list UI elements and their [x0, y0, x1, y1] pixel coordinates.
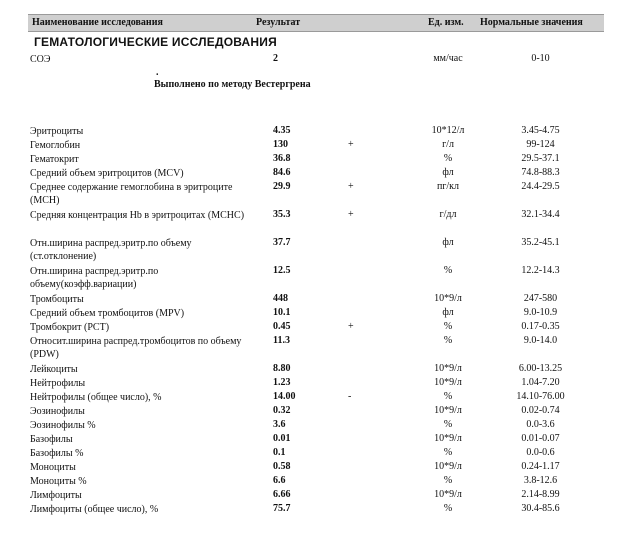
row-name: Эозинофилы % — [30, 420, 96, 431]
row-unit: % — [443, 447, 453, 458]
row-value: 35.3 — [273, 209, 291, 220]
table-row — [28, 179, 604, 207]
row-name: Лимфоциты — [30, 490, 82, 501]
row-norm: 0.02-0.74 — [521, 405, 560, 416]
row-unit: г/л — [442, 139, 454, 150]
table-row — [28, 319, 604, 333]
row-name: Отн.ширина распред.эритр.по объему(коэфф.вариации) — [30, 266, 159, 290]
row-norm: 2.14-8.99 — [521, 489, 560, 500]
table-row — [28, 207, 604, 235]
row-name: СОЭ — [30, 54, 51, 65]
row-value: 0.58 — [273, 461, 291, 472]
method-note — [28, 65, 604, 123]
row-value: 10.1 — [273, 307, 291, 318]
row-name: Моноциты — [30, 462, 76, 473]
row-norm: 24.4-29.5 — [521, 181, 560, 192]
row-value: 0.1 — [273, 447, 286, 458]
table-row — [28, 389, 604, 403]
row-value: 0.45 — [273, 321, 291, 332]
table-row — [28, 291, 604, 305]
section-title: ГЕМАТОЛОГИЧЕСКИЕ ИССЛЕДОВАНИЯ — [34, 35, 277, 49]
lab-report — [28, 14, 604, 515]
row-norm: 74.8-88.3 — [521, 167, 560, 178]
row-norm: 9.0-10.9 — [523, 307, 558, 318]
row-name: Базофилы — [30, 434, 73, 445]
row-norm: 0.01-0.07 — [521, 433, 560, 444]
row-unit: % — [443, 265, 453, 276]
row-name: Среднее содержание гемоглобина в эритроците (MCH) — [30, 182, 233, 206]
row-name: Моноциты % — [30, 476, 87, 487]
row-unit: фл — [442, 167, 454, 178]
row-unit: 10*9/л — [434, 489, 462, 500]
row-unit: % — [443, 503, 453, 514]
row-unit: % — [443, 153, 453, 164]
row-name: Лимфоциты (общее число), % — [30, 504, 159, 515]
row-name: Средний объем эритроцитов (MCV) — [30, 168, 184, 179]
table-row — [28, 417, 604, 431]
method-dot: . — [156, 67, 159, 78]
row-value: 29.9 — [273, 181, 291, 192]
row-norm: 12.2-14.3 — [521, 265, 560, 276]
row-norm: 0.24-1.17 — [521, 461, 560, 472]
row-norm: 32.1-34.4 — [521, 209, 560, 220]
row-value: 12.5 — [273, 265, 291, 276]
row-unit: 10*9/л — [434, 433, 462, 444]
row-norm: 0.17-0.35 — [521, 321, 560, 332]
row-value: 75.7 — [273, 503, 291, 514]
table-row — [28, 123, 604, 137]
table-row — [28, 487, 604, 501]
row-name: Эозинофилы — [30, 406, 85, 417]
row-value: 0.32 — [273, 405, 291, 416]
row-norm: 3.45-4.75 — [521, 125, 560, 136]
table-row — [28, 263, 604, 291]
row-unit: 10*12/л — [431, 125, 465, 136]
row-name: Гемоглобин — [30, 140, 81, 151]
row-name: Эритроциты — [30, 126, 84, 137]
table-row — [28, 459, 604, 473]
row-unit: пг/кл — [436, 181, 460, 192]
table-row — [28, 305, 604, 319]
row-value: 448 — [273, 293, 288, 304]
row-unit: 10*9/л — [434, 461, 462, 472]
row-unit: фл — [442, 237, 454, 248]
row-name: Гематокрит — [30, 154, 79, 165]
row-unit: 10*9/л — [434, 405, 462, 416]
row-norm: 0-10 — [531, 53, 550, 64]
row-flag: + — [348, 181, 354, 192]
row-norm: 3.8-12.6 — [523, 475, 558, 486]
header-name: Наименование исследования — [32, 17, 163, 28]
row-norm: 14.10-76.00 — [516, 391, 565, 402]
row-unit: % — [443, 391, 453, 402]
row-name: Относит.ширина распред.тромбоцитов по объему (PDW) — [30, 336, 242, 360]
row-norm: 30.4-85.6 — [521, 503, 560, 514]
row-value: 37.7 — [273, 237, 291, 248]
row-norm: 9.0-14.0 — [523, 335, 558, 346]
row-unit: г/дл — [439, 209, 457, 220]
table-row — [28, 333, 604, 361]
row-unit: 10*9/л — [434, 293, 462, 304]
row-unit: % — [443, 321, 453, 332]
row-value: 4.35 — [273, 125, 291, 136]
row-value: 1.23 — [273, 377, 291, 388]
row-norm: 0.0-3.6 — [526, 419, 555, 430]
row-norm: 6.00-13.25 — [518, 363, 563, 374]
row-norm: 29.5-37.1 — [521, 153, 560, 164]
row-unit: % — [443, 475, 453, 486]
row-name: Средняя концентрация Hb в эритроцитах (MCHC) — [30, 210, 245, 221]
table-row — [28, 235, 604, 263]
row-name: Базофилы % — [30, 448, 84, 459]
row-flag: - — [348, 391, 352, 402]
row-unit: 10*9/л — [434, 377, 462, 388]
row-name: Лейкоциты — [30, 364, 78, 375]
row-name: Отн.ширина распред.эритр.по объему (ст.отклонение) — [30, 238, 192, 262]
row-norm: 0.0-0.6 — [526, 447, 555, 458]
row-value: 11.3 — [273, 335, 290, 346]
table-row — [28, 361, 604, 375]
row-unit: % — [443, 335, 453, 346]
header-unit: Ед. изм. — [428, 17, 464, 28]
row-value: 84.6 — [273, 167, 291, 178]
table-row — [28, 445, 604, 459]
row-norm: 1.04-7.20 — [521, 377, 560, 388]
row-name: Нейтрофилы — [30, 378, 86, 389]
row-value: 130 — [273, 139, 288, 150]
row-unit: мм/час — [433, 53, 463, 64]
table-row — [28, 375, 604, 389]
row-value: 3.6 — [273, 419, 286, 430]
table-row — [28, 151, 604, 165]
row-unit: 10*9/л — [434, 363, 462, 374]
table-row — [28, 137, 604, 151]
results-table — [28, 123, 604, 515]
row-value: 8.80 — [273, 363, 291, 374]
header-result: Результат — [256, 17, 301, 28]
table-row — [28, 473, 604, 487]
row-flag: + — [348, 321, 354, 332]
row-norm: 99-124 — [526, 139, 555, 150]
row-value: 6.6 — [273, 475, 286, 486]
row-name: Нейтрофилы (общее число), % — [30, 392, 162, 403]
row-value: 6.66 — [273, 489, 291, 500]
table-row-soe — [28, 51, 604, 65]
row-name: Тромбоциты — [30, 294, 84, 305]
header-norm: Нормальные значения — [480, 17, 583, 28]
row-norm: 247-580 — [523, 293, 558, 304]
table-header — [28, 14, 604, 32]
row-norm: 35.2-45.1 — [521, 237, 560, 248]
row-flag: + — [348, 209, 354, 220]
table-row — [28, 403, 604, 417]
row-name: Тромбокрит (PCT) — [30, 322, 110, 333]
row-unit: фл — [442, 307, 454, 318]
row-unit: % — [443, 419, 453, 430]
method-text: Выполнено по методу Вестергрена — [154, 79, 311, 90]
row-value: 36.8 — [273, 153, 291, 164]
table-row — [28, 501, 604, 515]
row-value: 2 — [273, 53, 278, 64]
row-value: 0.01 — [273, 433, 291, 444]
row-value: 14.00 — [273, 391, 296, 402]
table-row — [28, 431, 604, 445]
row-flag: + — [348, 139, 354, 150]
table-row — [28, 165, 604, 179]
row-name: Средний объем тромбоцитов (MPV) — [30, 308, 185, 319]
